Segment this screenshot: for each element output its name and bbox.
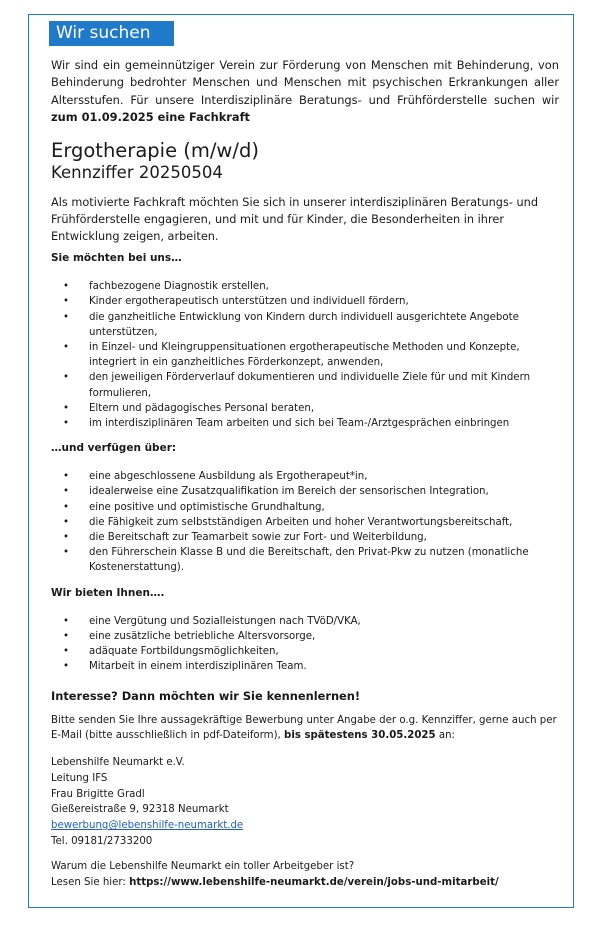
requirements-list — [51, 469, 559, 575]
list-item — [51, 416, 559, 431]
list-item — [51, 370, 559, 400]
list-item-text: Eltern und pädagogisches Personal beraten, — [89, 402, 315, 414]
list-item — [51, 659, 559, 674]
list-item-text: den jeweiligen Förderverlauf dokumentieren und individuelle Ziele für und mit Kindern formulieren, — [89, 372, 531, 399]
job-posting — [51, 57, 559, 890]
tasks-title: Sie möchten bei uns… — [51, 252, 182, 265]
intro-paragraph — [51, 57, 559, 127]
contact-phone: Tel. 09181/2733200 — [51, 836, 153, 848]
tasks-list — [51, 279, 559, 431]
application-deadline: bis spätestens 30.05.2025 — [284, 730, 436, 742]
bullet-icon: • — [63, 501, 70, 513]
offers-title: Wir bieten Ihnen…. — [51, 586, 165, 599]
bullet-icon: • — [63, 372, 70, 384]
bullet-icon: • — [63, 532, 70, 544]
bullet-icon: • — [63, 418, 70, 430]
list-item-text: die Bereitschaft zur Teamarbeit sowie zur Fort- und Weiterbildung, — [89, 532, 427, 544]
list-item-text: Kinder ergotherapeutisch unterstützen und individuell fördern, — [89, 296, 409, 308]
list-item — [51, 310, 559, 340]
list-item — [51, 644, 559, 659]
job-title: Ergotherapie (m/w/d) — [51, 138, 259, 162]
closing-block — [51, 859, 559, 891]
bullet-icon: • — [63, 646, 70, 658]
list-item-text: die Fähigkeit zum selbstständigen Arbeiten und hoher Verantwortungsbereitschaft, — [89, 516, 513, 528]
list-item — [51, 294, 559, 309]
list-item-text: eine zusätzliche betriebliche Altersvorsorge, — [89, 630, 316, 642]
closing-prefix: Lesen Sie hier: — [51, 876, 130, 888]
bullet-icon: • — [63, 486, 70, 498]
bullet-icon: • — [63, 402, 70, 414]
list-item — [51, 279, 559, 294]
application-paragraph — [51, 713, 559, 745]
list-item-text: adäquate Fortbildungsmöglichkeiten, — [89, 646, 279, 658]
list-item-text: im interdisziplinären Team arbeiten und sich bei Team-/Arztgesprächen einbringen — [89, 418, 510, 430]
bullet-icon: • — [63, 296, 70, 308]
list-item — [51, 401, 559, 416]
list-item-text: idealerweise eine Zusatzqualifikation im Bereich der sensorischen Integration, — [89, 486, 489, 498]
bullet-icon: • — [63, 547, 70, 559]
list-item — [51, 530, 559, 545]
list-item — [51, 500, 559, 515]
bullet-icon: • — [63, 516, 70, 528]
offers-list — [51, 614, 559, 675]
list-item — [51, 515, 559, 530]
bullet-icon: • — [63, 661, 70, 673]
closing-url[interactable]: https://www.lebenshilfe-neumarkt.de/verein/jobs-und-mitarbeit/ — [129, 876, 499, 888]
contact-street: Gießereistraße 9, 92318 Neumarkt — [51, 804, 229, 816]
interest-heading: Interesse? Dann möchten wir Sie kennenlernen! — [51, 688, 361, 703]
list-item — [51, 484, 559, 499]
application-suffix: an: — [435, 730, 455, 742]
reference-number: Kennziffer 20250504 — [51, 162, 223, 182]
list-item-text: in Einzel- und Kleingruppensituationen ergotherapeutische Methoden und Konzepte, integriert in ein ganzheitliches Förderkonzept, anwenden, — [89, 342, 520, 369]
contact-dept: Leitung IFS — [51, 772, 108, 784]
requirements-title: …und verfügen über: — [51, 442, 177, 455]
header-banner: Wir suchen — [49, 21, 174, 46]
contact-org: Lebenshilfe Neumarkt e.V. — [51, 757, 185, 769]
list-item — [51, 614, 559, 629]
list-item-text: den Führerschein Klasse B und die Bereitschaft, den Privat-Pkw zu nutzen (monatliche Kostenerstattung). — [89, 547, 529, 574]
contact-person: Frau Brigitte Gradl — [51, 788, 145, 800]
contact-email-link[interactable]: bewerbung@lebenshilfe-neumarkt.de — [51, 820, 244, 832]
closing-question: Warum die Lebenshilfe Neumarkt ein toller Arbeitgeber ist? — [51, 860, 355, 872]
list-item-text: eine Vergütung und Sozialleistungen nach TVöD/VKA, — [89, 615, 361, 627]
list-item — [51, 545, 559, 575]
list-item-text: die ganzheitliche Entwicklung von Kindern durch individuell ausgerichtete Angebote unterstützen, — [89, 311, 519, 338]
bullet-icon: • — [63, 615, 70, 627]
list-item-text: fachbezogene Diagnostik erstellen, — [89, 281, 269, 293]
bullet-icon: • — [63, 311, 70, 323]
contact-block — [51, 755, 559, 850]
bullet-icon: • — [63, 281, 70, 293]
application-text: Bitte senden Sie Ihre aussagekräftige Bewerbung unter Angabe der o.g. Kennziffer, gerne auch per E-Mail (bitte ausschließlich in pdf-Dateiform), — [51, 714, 557, 742]
bullet-icon: • — [63, 630, 70, 642]
list-item-text: Mitarbeit in einem interdisziplinären Team. — [89, 661, 307, 673]
list-item-text: eine abgeschlossene Ausbildung als Ergotherapeut*in, — [89, 471, 368, 483]
list-item-text: eine positive und optimistische Grundhaltung, — [89, 501, 325, 513]
intro-text: Wir sind ein gemeinnütziger Verein zur Förderung von Menschen mit Behinderung, von Behinderung bedrohter Menschen und Menschen mit psychischen Erkrankungen aller Altersstufen. Für unsere Interdisziplinäre Beratungs- und Frühförderstelle suchen wir — [51, 58, 559, 107]
list-item — [51, 629, 559, 644]
intro-bold: zum 01.09.2025 eine Fachkraft — [51, 110, 250, 125]
motivation-paragraph: Als motivierte Fachkraft möchten Sie sich in unserer interdisziplinären Beratungs- und Frühförderstelle engagieren, und mit und für Kinder, die Besonderheiten in ihrer Entwicklung zeigen, arbeiten. — [51, 195, 539, 244]
bullet-icon: • — [63, 342, 70, 354]
list-item — [51, 340, 559, 370]
bullet-icon: • — [63, 471, 70, 483]
list-item — [51, 469, 559, 484]
